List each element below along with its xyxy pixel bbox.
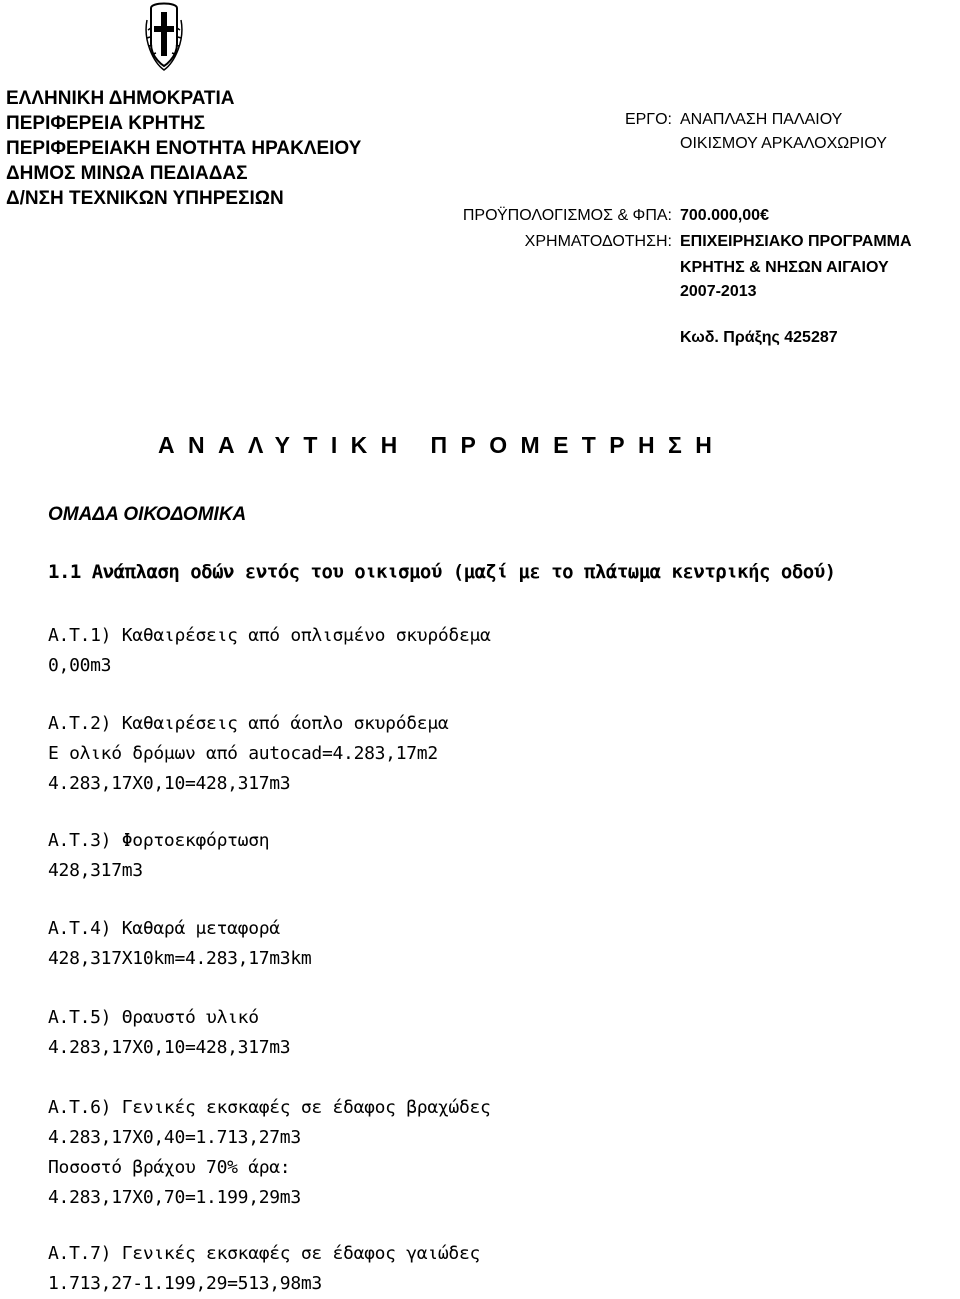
item-line: 0,00m3	[48, 655, 112, 676]
project-name-line1: ΑΝΑΠΛΑΣΗ ΠΑΛΑΙΟΥ	[680, 111, 843, 128]
item-line: 1.713,27-1.199,29=513,98m3	[48, 1273, 322, 1294]
authority-line: ΕΛΛΗΝΙΚΗ ΔΗΜΟΚΡΑΤΙΑ	[6, 88, 235, 109]
project-name-line2: ΟΙΚΙΣΜΟΥ ΑΡΚΑΛΟΧΩΡΙΟΥ	[680, 135, 887, 152]
item-heading: Α.Τ.2) Καθαιρέσεις από άοπλο σκυρόδεμα	[48, 713, 449, 734]
authority-line: ΠΕΡΙΦΕΡΕΙΑΚΗ ΕΝΟΤΗΤΑ ΗΡΑΚΛΕΙΟΥ	[6, 138, 362, 159]
item-heading: Α.Τ.7) Γενικές εκσκαφές σε έδαφος γαιώδες	[48, 1243, 481, 1264]
item-heading: Α.Τ.1) Καθαιρέσεις από οπλισμένο σκυρόδεμα	[48, 625, 491, 646]
project-code: Κωδ. Πράξης 425287	[680, 329, 838, 346]
funding-line3: 2007-2013	[680, 283, 757, 300]
item-line: 4.283,17Χ0,10=428,317m3	[48, 1037, 291, 1058]
budget-label: ΠΡΟΫΠΟΛΟΓΙΣΜΟΣ & ΦΠΑ:	[462, 207, 672, 224]
item-line: 4.283,17Χ0,10=428,317m3	[48, 773, 291, 794]
item-line: Ποσοστό βράχου 70% άρα:	[48, 1157, 291, 1178]
measurement-item	[48, 1003, 290, 1063]
measurement-item	[48, 914, 311, 974]
funding-label: ΧΡΗΜΑΤΟΔΟΤΗΣΗ:	[524, 233, 672, 250]
group-title: ΟΜΑΔΑ ΟΙΚΟΔΟΜΙΚΑ	[48, 504, 247, 525]
item-line: 428,317Χ10km=4.283,17m3km	[48, 948, 312, 969]
funding-line2: ΚΡΗΤΗΣ & ΝΗΣΩΝ ΑΙΓΑΙΟΥ	[680, 259, 889, 276]
item-line: 4.283,17Χ0,70=1.199,29m3	[48, 1187, 301, 1208]
funding-line1: ΕΠΙΧΕΙΡΗΣΙΑΚΟ ΠΡΟΓΡΑΜΜΑ	[680, 233, 912, 250]
authority-line: ΠΕΡΙΦΕΡΕΙΑ ΚΡΗΤΗΣ	[6, 113, 206, 134]
greek-emblem-icon	[145, 0, 183, 72]
document-title: ΑΝΑΛΥΤΙΚΗ ΠΡΟΜΕΤΡΗΣΗ	[158, 432, 726, 458]
measurement-item	[48, 1093, 491, 1213]
measurement-item	[48, 826, 269, 886]
measurement-item	[48, 1239, 480, 1299]
section-title: 1.1 Ανάπλαση οδών εντός του οικισμού (μαζί με το πλάτωμα κεντρικής οδού)	[48, 561, 836, 583]
authority-line: Δ/ΝΣΗ ΤΕΧΝΙΚΩΝ ΥΠΗΡΕΣΙΩΝ	[6, 188, 284, 209]
authority-line: ΔΗΜΟΣ ΜΙΝΩΑ ΠΕΔΙΑΔΑΣ	[6, 163, 248, 184]
item-heading: Α.Τ.3) Φορτοεκφόρτωση	[48, 830, 270, 851]
item-heading: Α.Τ.5) Θραυστό υλικό	[48, 1007, 259, 1028]
item-heading: Α.Τ.6) Γενικές εκσκαφές σε έδαφος βραχώδες	[48, 1097, 491, 1118]
measurement-item	[48, 709, 448, 799]
item-heading: Α.Τ.4) Καθαρά μεταφορά	[48, 918, 280, 939]
item-line: 4.283,17Χ0,40=1.713,27m3	[48, 1127, 301, 1148]
project-label: ΕΡΓΟ:	[624, 111, 672, 128]
measurement-item	[48, 621, 491, 681]
item-line: Ε ολικό δρόμων από autocad=4.283,17m2	[48, 743, 438, 764]
budget-value: 700.000,00€	[680, 207, 769, 224]
authority-block	[6, 86, 361, 211]
item-line: 428,317m3	[48, 860, 143, 881]
